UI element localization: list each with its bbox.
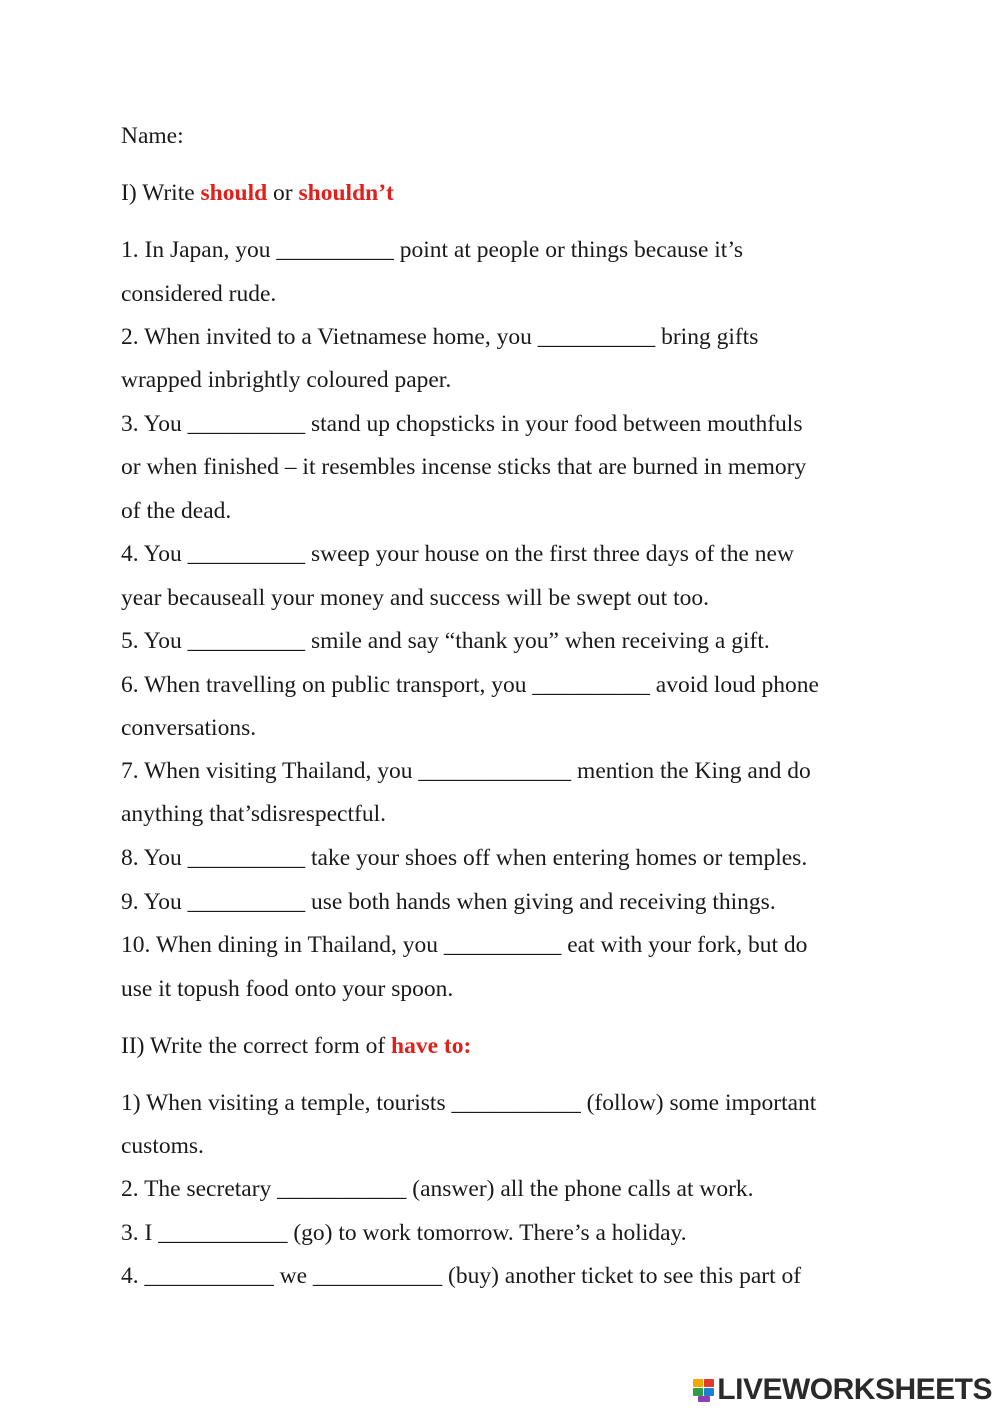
exercise-line: of the dead.	[121, 498, 232, 524]
exercise-line: anything that’sdisrespectful.	[121, 801, 386, 827]
liveworksheets-logo	[693, 1373, 992, 1407]
exercise-line: use it topush food onto your spoon.	[121, 976, 454, 1002]
exercise-line: 3. You __________ stand up chopsticks in your food between mouthfuls	[121, 411, 803, 437]
exercise-line: 2. When invited to a Vietnamese home, you __________ bring gifts	[121, 324, 759, 350]
section-1-prefix: I) Write	[121, 180, 201, 206]
exercise-line: 4. You __________ sweep your house on the first three days of the new	[121, 541, 794, 567]
exercise-line: 9. You __________ use both hands when giving and receiving things.	[121, 889, 776, 915]
exercise-line: wrapped inbrightly coloured paper.	[121, 367, 452, 393]
section-2-prefix: II) Write the correct form of	[121, 1033, 392, 1059]
exercise-line: customs.	[121, 1133, 204, 1159]
section-1-mid: or	[267, 180, 299, 206]
exercise-line: or when finished – it resembles incense sticks that are burned in memory	[121, 454, 807, 480]
exercise-line: 6. When travelling on public transport, you __________ avoid loud phone	[121, 672, 819, 698]
exercise-line: 10. When dining in Thailand, you __________ eat with your fork, but do	[121, 932, 808, 958]
exercise-line: 3. I ___________ (go) to work tomorrow. There’s a holiday.	[121, 1220, 687, 1246]
exercise-line: considered rude.	[121, 281, 277, 307]
exercise-line: 1) When visiting a temple, tourists ___________ (follow) some important	[121, 1090, 817, 1116]
name-label: Name:	[121, 123, 184, 149]
exercise-line: year becauseall your money and success will be swept out too.	[121, 585, 709, 611]
logo-text: LIVEWORKSHEETS	[717, 1373, 992, 1406]
exercise-line: 8. You __________ take your shoes off when entering homes or temples.	[121, 845, 808, 871]
exercise-line: 5. You __________ smile and say “thank you” when receiving a gift.	[121, 628, 770, 654]
exercise-line: 2. The secretary ___________ (answer) all the phone calls at work.	[121, 1176, 754, 1202]
exercise-line: 4. ___________ we ___________ (buy) another ticket to see this part of	[121, 1263, 802, 1289]
keyword-should: should	[200, 180, 268, 206]
exercise-line: conversations.	[121, 715, 257, 741]
section-2-heading	[121, 1032, 471, 1060]
keyword-have-to: have to:	[391, 1033, 472, 1059]
keyword-shouldnt: shouldn’t	[298, 180, 394, 206]
section-1-heading	[121, 179, 394, 207]
exercise-line: 7. When visiting Thailand, you _____________ mention the King and do	[121, 758, 811, 784]
exercise-line: 1. In Japan, you __________ point at people or things because it’s	[121, 237, 743, 263]
liveworksheets-logo-icon	[693, 1377, 715, 1403]
